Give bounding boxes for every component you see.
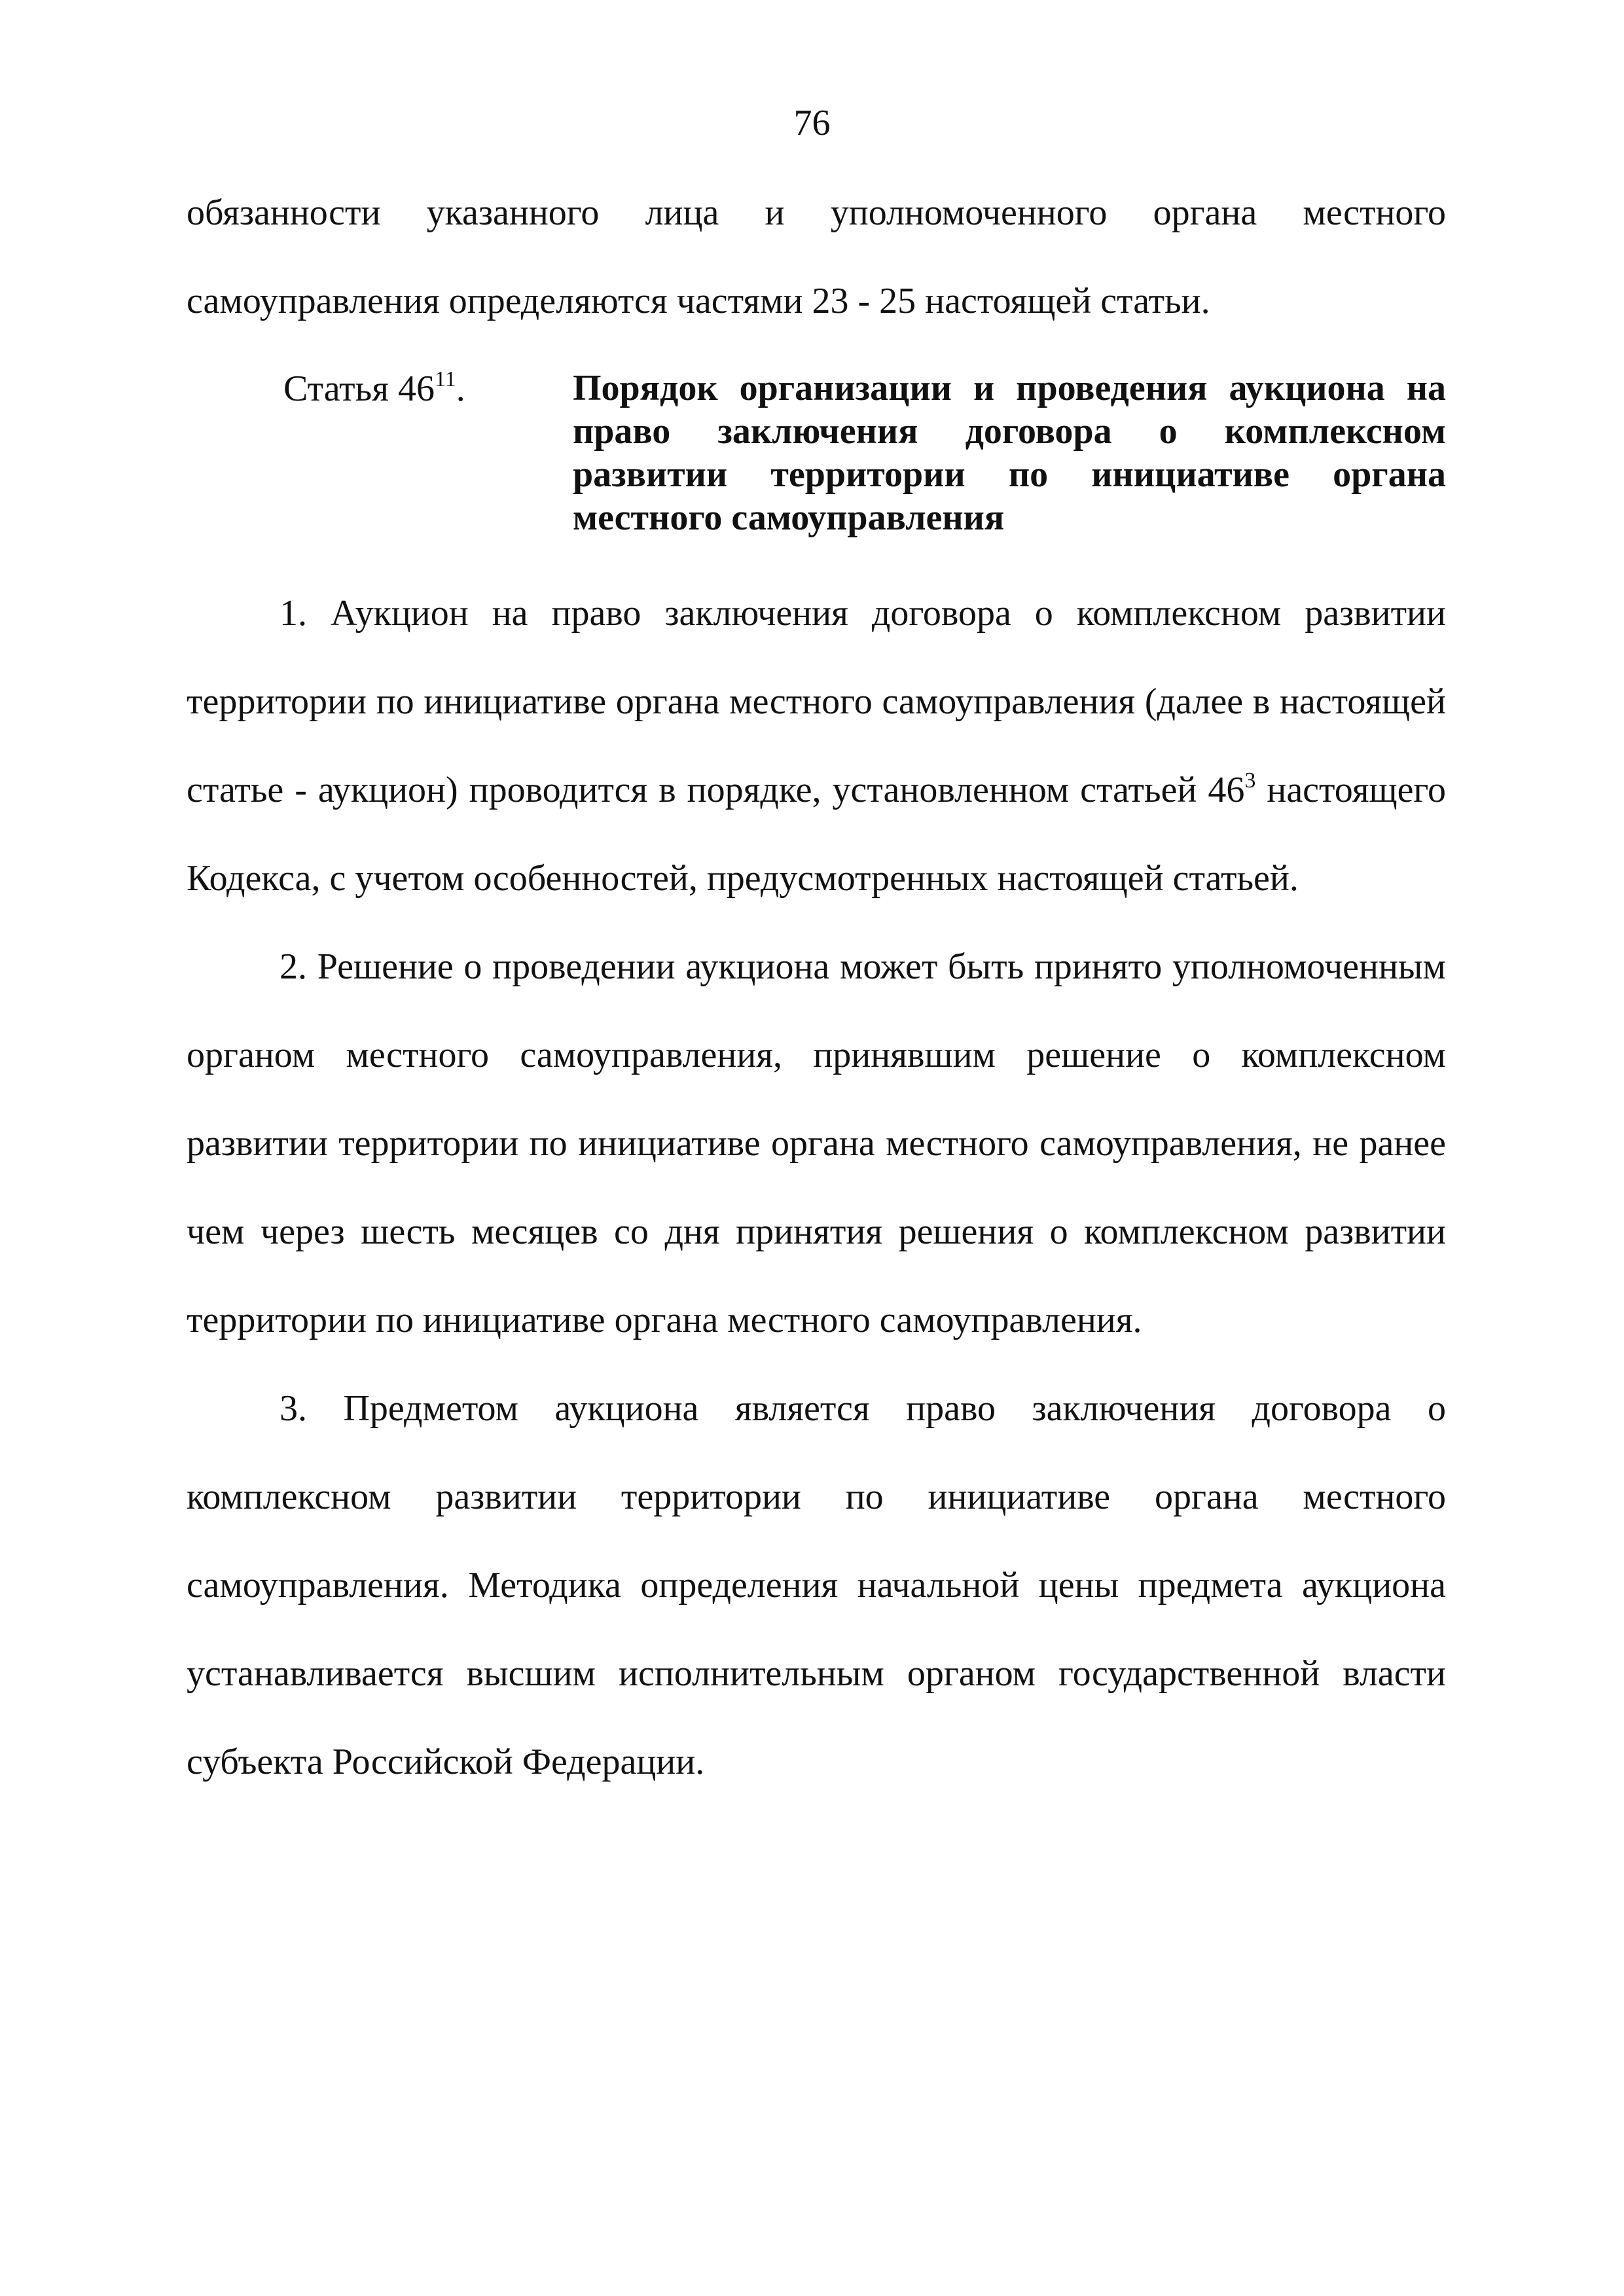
paragraph-1-text-continued: настоящего Кодекса, с учетом особенностей, предусмотренных настоящей статьей. xyxy=(187,770,1447,899)
paragraph-1-superscript: 3 xyxy=(1244,768,1256,793)
intro-block xyxy=(187,169,1446,346)
paragraph-3: 3. Предметом аукциона является право заключения договора о комплексном развитии территории по инициативе органа местного самоуправления. Методика определения начальной цены предмета аукциона устанавливается высшим исполнительным органом государственной власти субъекта Российской Федерации. xyxy=(187,1388,1446,1782)
paragraph-2: 2. Решение о проведении аукциона может быть принято уполномоченным органом местного самоуправления, принявшим решение о комплексном развитии территории по инициативе органа местного самоуправления, не ранее чем через шесть месяцев со дня принятия решения о комплексном развитии территории по инициативе органа местного самоуправления. xyxy=(187,946,1446,1340)
article-label xyxy=(283,367,465,411)
paragraph-1 xyxy=(187,569,1446,923)
article-title: Порядок организации и проведения аукциона на право заключения договора о комплексном развитии территории по инициативе органа местного самоуправления xyxy=(573,368,1446,538)
intro-paragraph: обязанности указанного лица и уполномоченного органа местного самоуправления определяются частями 23 - 25 настоящей статьи. xyxy=(187,192,1446,321)
article-label-suffix: . xyxy=(456,368,465,409)
paragraph-1-text: 1. Аукцион на право заключения договора о комплексном развитии территории по инициативе органа местного самоуправления (далее в настоящей статье - аукцион) проводится в порядке, установленном статьей 46 xyxy=(187,593,1446,810)
article-body xyxy=(187,569,1446,1806)
article-label-prefix: Статья 46 xyxy=(283,368,435,409)
article-label-superscript: 11 xyxy=(434,367,456,391)
page-number: 76 xyxy=(793,103,831,143)
